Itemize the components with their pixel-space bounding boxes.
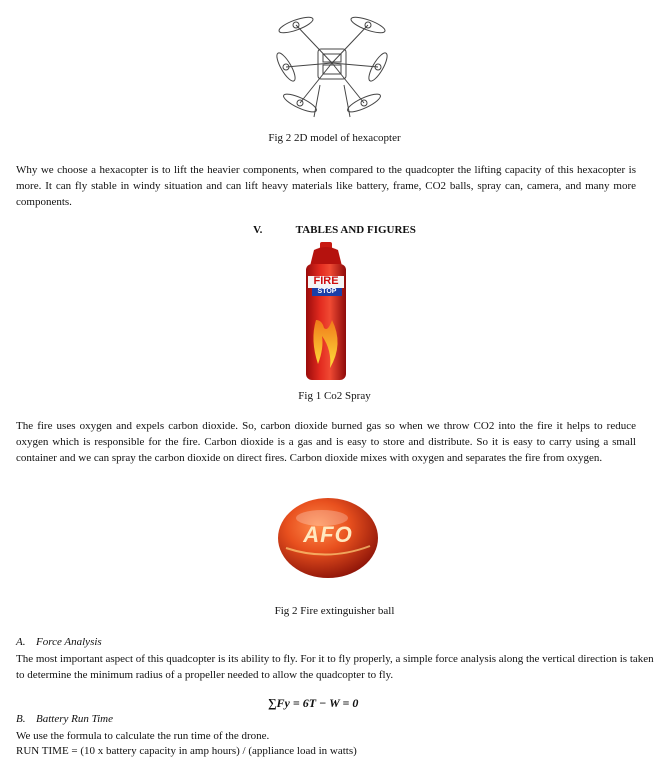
spray-label-stop: STOP (317, 288, 337, 295)
section-number: V. (253, 224, 263, 236)
fire-extinguisher-ball-figure (276, 496, 380, 580)
figure-caption-spray: Fig 1 Co2 Spray (298, 390, 371, 402)
paragraph-co2: The fire uses oxygen and expels carbon dioxide. So, carbon dioxide burned gas so when we throw CO2 into the fire it helps to reduce oxygen which is responsible for the fire. Carbon dioxide is a gas and is easy to store and distribute. So it is easy to carry using a small container and we can spray the carbon dioxide on direct fires. Carbon dioxide mixes with oxygen and separates the fire from oxygen. (16, 420, 636, 464)
subsection-battery-run-time (16, 713, 113, 725)
section-heading (0, 224, 669, 236)
paragraph-force: The most important aspect of this quadcopter is its ability to fly. For it to fly properly, a simple force analysis along the vertical direction is taken to determine the minimum radius of a propeller needed to allow the quadcopter to fly. (16, 653, 654, 681)
subsection-title: Force Analysis (36, 636, 102, 648)
subsection-letter: B. (16, 713, 26, 725)
battery-formula-intro: We use the formula to calculate the run time of the drone. (16, 730, 270, 742)
section-title: TABLES AND FIGURES (295, 224, 416, 236)
ball-label: AFO (303, 522, 353, 547)
spray-label-fire: FIRE (313, 275, 339, 287)
figure-caption-hexacopter: Fig 2 2D model of hexacopter (268, 132, 401, 144)
figure-caption-ball: Fig 2 Fire extinguisher ball (274, 605, 395, 617)
hexacopter-figure (268, 5, 396, 121)
subsection-letter: A. (16, 636, 26, 648)
co2-spray-figure (252, 240, 400, 386)
battery-formula: RUN TIME = (10 x battery capacity in amp hours) / (appliance load in watts) (16, 745, 357, 757)
force-equation: ∑Fy = 6T − W = 0 (268, 696, 359, 710)
subsection-title: Battery Run Time (36, 713, 113, 725)
paragraph-hexacopter: Why we choose a hexacopter is to lift the heavier components, when compared to the quadcopter the lifting capacity of this hexacopter is more. It can fly stable in windy situation and can lift heavy materials like battery, frame, CO2 balls, spray can, camera, and many more components. (16, 164, 636, 208)
subsection-force-analysis (16, 636, 102, 648)
